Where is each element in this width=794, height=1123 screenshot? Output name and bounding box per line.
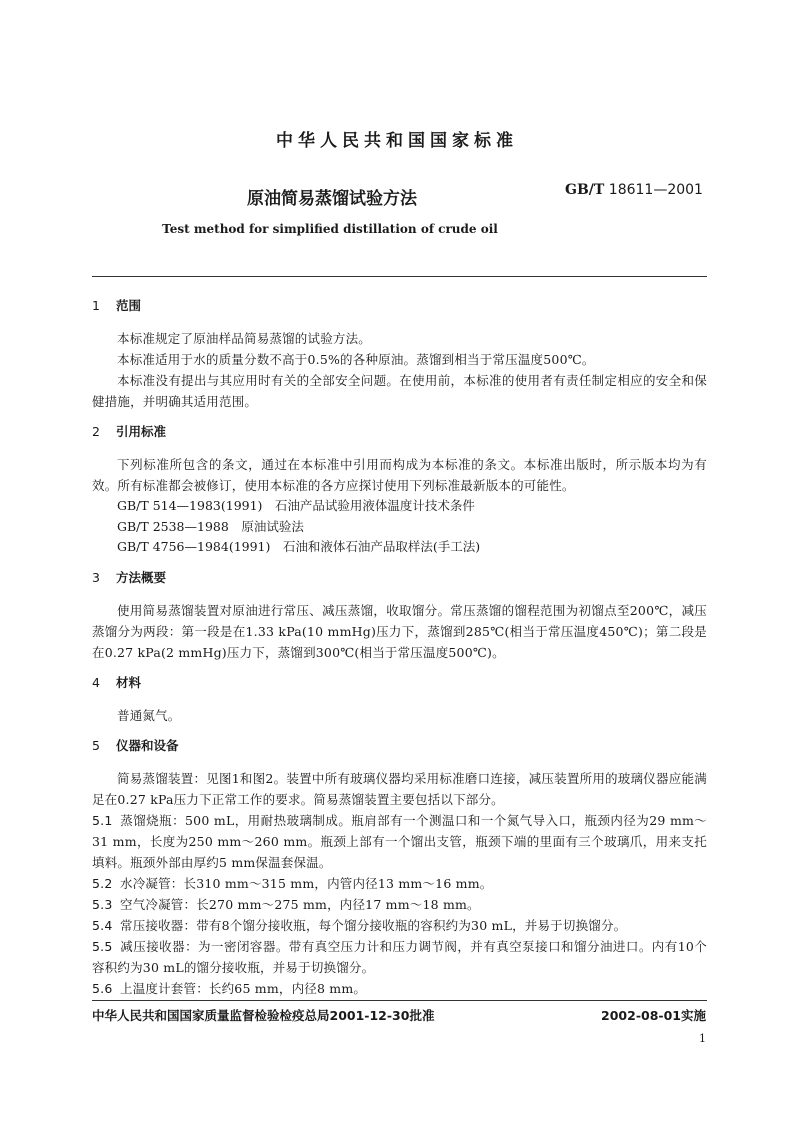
clause-text: 减压接收器：为一密闭容器。带有真空压力计和压力调节阀，并有真空泵接口和馏分油进口。内有10个容积约为30 mL的馏分接收瓶，并易于切换馏分。 (92, 938, 707, 975)
standard-code: 18611—2001 (608, 182, 703, 198)
standard-number (565, 182, 703, 198)
section-apparatus (92, 736, 707, 999)
page-number: 1 (699, 1032, 706, 1045)
clause-text: 空气冷凝管：长270 mm～275 mm，内径17 mm～18 mm。 (120, 896, 480, 912)
section-number: 1 (92, 298, 100, 313)
clause-item (92, 936, 707, 978)
footer-divider (92, 1000, 707, 1001)
section-scope (92, 296, 707, 412)
section-heading (92, 736, 707, 756)
section-title: 范围 (116, 298, 142, 313)
section-title: 材料 (116, 674, 142, 690)
reference-item: GB/T 2538—1988 原油试验法 (117, 518, 304, 534)
section-title: 方法概要 (116, 569, 167, 585)
clause-item (92, 978, 707, 999)
paragraph: 下列标准所包含的条文，通过在本标准中引用而构成为本标准的条文。本标准出版时，所示版本均为有效。所有标准都会被修订，使用本标准的各方应探讨使用下列标准最新版本的可能性。 (92, 457, 707, 493)
section-number: 5 (92, 737, 100, 753)
clause-text: 蒸馏烧瓶：500 mL，用耐热玻璃制成。瓶肩部有一个测温口和一个氮气导入口，瓶颈内径为29 mm～31 mm，长度为250 mm～260 mm。瓶颈上部有一个馏出支管，瓶颈下端的里面有三个玻璃爪，用来支托填料。瓶颈外部由厚约5 mm保温套保温。 (92, 812, 707, 870)
section-number: 3 (92, 569, 100, 585)
paragraph: 本标准规定了原油样品简易蒸馏的试验方法。 (117, 331, 372, 346)
standard-prefix: GB/T (565, 182, 605, 198)
section-materials (92, 673, 707, 726)
clause-number: 5.6 (92, 980, 113, 996)
section-method-summary (92, 568, 707, 663)
reference-item: GB/T 4756—1984(1991) 石油和液体石油产品取样法(手工法) (117, 539, 481, 554)
clause-number: 5.1 (92, 812, 113, 828)
section-heading (92, 568, 707, 588)
paragraph: 简易蒸馏装置：见图1和图2。装置中所有玻璃仪器均采用标准磨口连接，减压装置所用的玻璃仪器应能满足在0.27 kPa压力下正常工作的要求。简易蒸馏装置主要包括以下部分。 (92, 770, 707, 807)
paragraph: 本标准没有提出与其应用时有关的全部安全问题。在使用前，本标准的使用者有责任制定相应的安全和保健措施，并明确其适用范围。 (92, 373, 707, 409)
header-divider (92, 276, 707, 277)
implementation-date: 2002-08-01实施 (601, 1008, 706, 1023)
document-title-cn: 原油简易蒸馏试验方法 (247, 189, 417, 209)
section-normative-references (92, 422, 707, 558)
paragraph: 本标准适用于水的质量分数不高于0.5%的各种原油。蒸馏到相当于常压温度500℃。 (117, 352, 595, 367)
clause-number: 5.3 (92, 896, 113, 912)
clause-text: 上温度计套管：长约65 mm，内径8 mm。 (120, 980, 367, 996)
section-heading (92, 422, 707, 442)
clause-number: 5.4 (92, 917, 113, 933)
section-title: 引用标准 (116, 424, 167, 439)
national-standard-header: 中华人民共和国国家标准 (276, 131, 518, 151)
clause-item (92, 873, 707, 894)
approval-line: 中华人民共和国国家质量监督检验检疫总局2001-12-30批准 (92, 1008, 435, 1023)
clause-text: 水冷凝管：长310 mm～315 mm，内管内径13 mm～16 mm。 (120, 875, 493, 891)
paragraph: 普通氮气。 (117, 707, 181, 723)
reference-item: GB/T 514—1983(1991) 石油产品试验用液体温度计技术条件 (117, 498, 475, 513)
section-number: 2 (92, 424, 100, 439)
paragraph: 使用简易蒸馏装置对原油进行常压、减压蒸馏，收取馏分。常压蒸馏的馏程范围为初馏点至200℃，减压蒸馏分为两段：第一段是在1.33 kPa(10 mmHg)压力下，蒸馏到285℃(相当于常压温度450℃)；第二段是在0.27 kPa(2 mmHg)压力下，蒸馏到300℃(相当于常压温度500℃)。 (92, 602, 707, 660)
clause-item (92, 915, 707, 936)
section-title: 仪器和设备 (116, 737, 179, 753)
clause-number: 5.2 (92, 875, 113, 891)
section-heading (92, 296, 707, 316)
clause-text: 常压接收器：带有8个馏分接收瓶，每个馏分接收瓶的容积约为30 mL，并易于切换馏分。 (120, 917, 627, 933)
clause-item (92, 894, 707, 915)
clause-number: 5.5 (92, 938, 113, 954)
document-body (92, 296, 707, 999)
section-heading (92, 673, 707, 693)
document-title-en: Test method for simplified distillation of crude oil (162, 222, 498, 236)
section-number: 4 (92, 674, 100, 690)
clause-item (92, 810, 707, 873)
